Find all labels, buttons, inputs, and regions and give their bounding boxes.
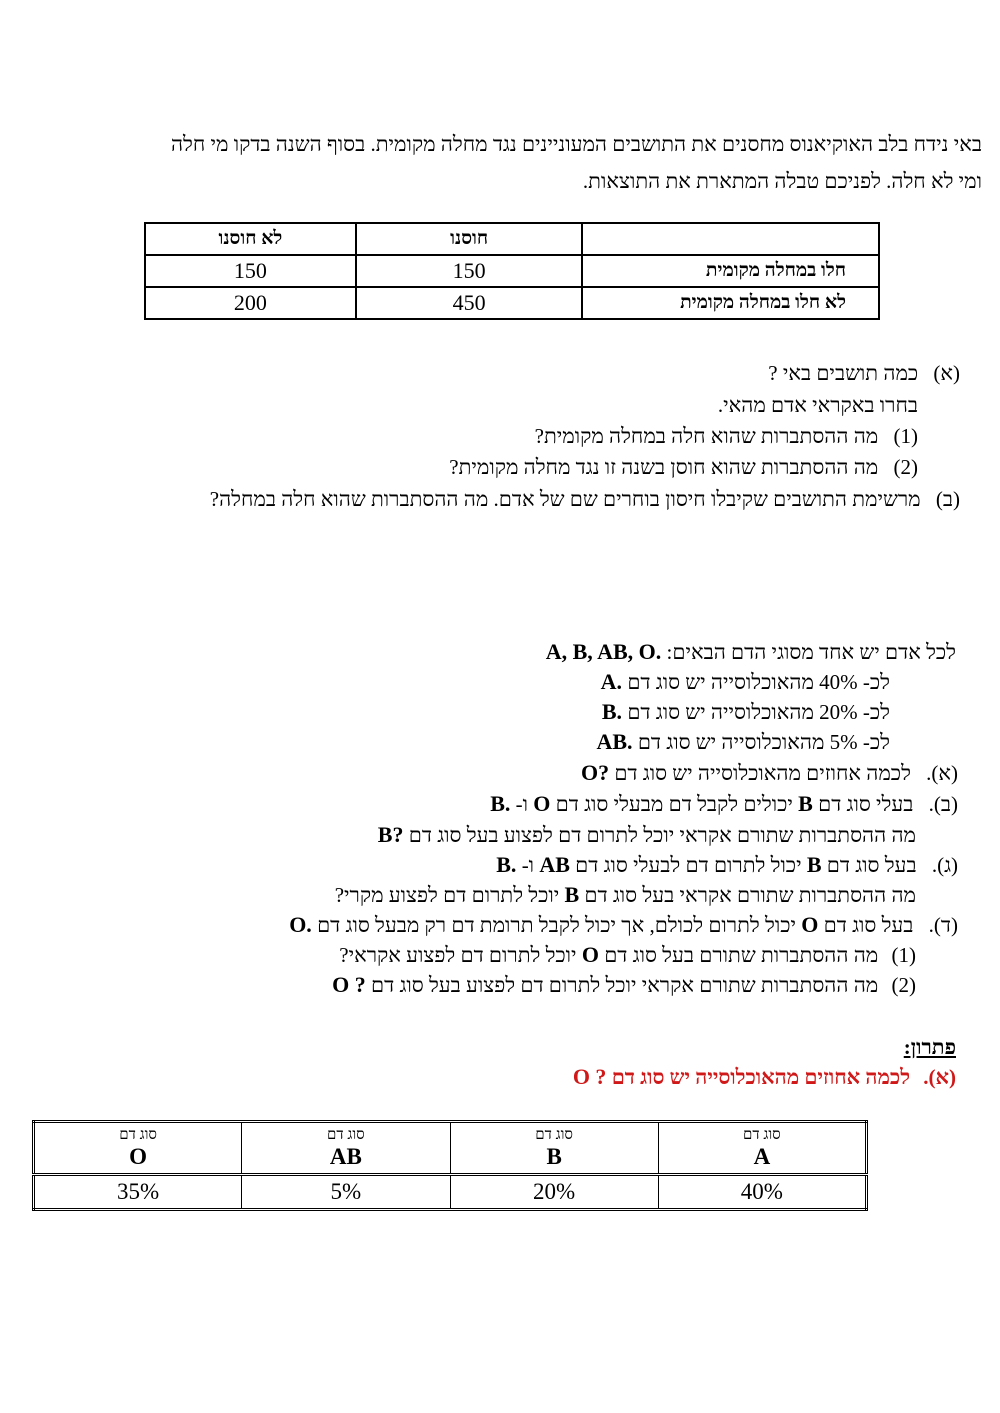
- q2-b-text: ו-: [515, 792, 528, 816]
- q2-b-type: B.: [490, 791, 511, 816]
- q2-line-prefix: לכ-: [862, 700, 890, 724]
- q2-line-text: מהאוכלוסייה יש סוג דם: [627, 700, 814, 724]
- blood-type-label: B: [546, 1144, 562, 1169]
- blood-type-column-ab: [242, 1122, 450, 1175]
- q2-line-text: מהאוכלוסייה יש סוג דם: [627, 670, 814, 694]
- q2-b-marker: (ב).: [928, 792, 958, 816]
- cell-not-sick-not-vaccinated: 200: [145, 287, 356, 319]
- q2-b-text: בעלי סוג דם: [818, 792, 914, 816]
- q1-a-sub: בחרו באקראי אדם מהאי.: [717, 393, 918, 417]
- q1-a: [768, 358, 960, 388]
- table-row: [145, 255, 879, 287]
- q2-c-type: AB: [539, 852, 570, 877]
- q1-a2-text: מה ההסתברות שהוא חוסן בשנה זו נגד מחלה מקומית?: [449, 455, 879, 479]
- table-header-vaccinated: חוסנו: [356, 223, 583, 255]
- q2-c-type: B.: [496, 852, 517, 877]
- table-header-row: [145, 223, 879, 255]
- q2-d: [289, 910, 958, 940]
- q1-a2: [449, 452, 918, 482]
- cell-sick-vaccinated: 150: [356, 255, 583, 287]
- table-row: [34, 1175, 867, 1210]
- q1-a-marker: (א): [933, 361, 960, 385]
- q2-c-marker: (ג).: [931, 853, 958, 877]
- solution-question-marker: (א).: [923, 1065, 956, 1089]
- q2-c-text: בעל סוג דם: [826, 853, 917, 877]
- q2-c-sub-text: יוכל לתרום דם לפצוע מקרי?: [334, 883, 560, 907]
- intro-line-1: באי נידח בלב האוקיאנוס מחסנים את התושבים המעוניינים נגד מחלה מקומית. בסוף השנה בדקו מי חלה: [170, 132, 982, 156]
- q1-b: [210, 484, 960, 514]
- q2-d1-text: מה ההסתברות שתורם בעל סוג דם: [604, 943, 879, 967]
- table-row: [34, 1122, 867, 1175]
- q2-c: [496, 850, 958, 880]
- q2-b-type: O: [533, 791, 551, 816]
- q2-c-type: B: [806, 852, 822, 877]
- intro-paragraph: [7, 126, 982, 200]
- blood-type-percent-a: 40%: [658, 1175, 866, 1210]
- q2-c-text: ו-: [521, 853, 535, 877]
- q2-d1-text: יוכל לתרום דם לפצוע אקראי?: [339, 943, 577, 967]
- q1-a1-text: מה ההסתברות שהוא חלה במחלה מקומית?: [534, 424, 879, 448]
- q2-d-marker: (ד).: [928, 913, 958, 937]
- row-label-sick: חלו במחלה מקומית: [582, 255, 879, 287]
- blood-type-percent-b: 20%: [450, 1175, 658, 1210]
- q2-line-percent: 5%: [829, 730, 858, 754]
- q2-line-text: מהאוכלוסייה יש סוג דם: [637, 730, 825, 754]
- blood-type-caption: סוג דם: [535, 1127, 573, 1143]
- q2-intro-types: A, B, AB, O.: [545, 639, 662, 664]
- q2-d-type: O: [801, 912, 819, 937]
- q2-line-ab: [597, 727, 891, 757]
- blood-type-label: AB: [329, 1144, 362, 1169]
- solution-question-text: לכמה אחוזים מהאוכלוסייה יש סוג דם: [611, 1065, 911, 1089]
- q2-a: [581, 758, 958, 788]
- q2-b: [490, 789, 958, 819]
- blood-type-caption: סוג דם: [327, 1127, 365, 1143]
- q2-d1-type: O: [581, 942, 599, 967]
- q1-b-text: מרשימת התושבים שקיבלו חיסון בוחרים שם של אדם. מה ההסתברות שהוא חלה במחלה?: [209, 487, 921, 511]
- blood-type-caption: סוג דם: [119, 1127, 157, 1143]
- q1-b-marker: (ב): [935, 487, 960, 511]
- blood-type-label: A: [753, 1144, 771, 1169]
- vaccination-table: [144, 222, 880, 320]
- q2-a-marker: (א).: [926, 761, 958, 785]
- q2-line-percent: 40%: [819, 670, 858, 694]
- q2-d1-marker: (1): [891, 943, 916, 967]
- table-header-not-vaccinated: לא חוסנו: [145, 223, 356, 255]
- blood-type-caption: סוג דם: [743, 1127, 781, 1143]
- row-label-not-sick: לא חלו במחלה מקומית: [582, 287, 879, 319]
- intro-line-2: ומי לא חלה. לפניכם טבלה המתארת את התוצאות.: [582, 169, 982, 193]
- q2-d2-marker: (2): [891, 973, 916, 997]
- solution-question: [573, 1062, 956, 1092]
- q2-c-sub: [335, 880, 916, 910]
- q2-b-text: יכולים לקבל דם מבעלי סוג דם: [555, 792, 793, 816]
- cell-sick-not-vaccinated: 150: [145, 255, 356, 287]
- q2-b-type: B: [798, 791, 813, 816]
- blood-type-percent-ab: 5%: [242, 1175, 450, 1210]
- solution-label: פתרון:: [903, 1035, 956, 1059]
- q2-line-type: B.: [601, 699, 623, 724]
- blood-type-percent-o: 35%: [34, 1175, 242, 1210]
- q2-line-b: [602, 697, 890, 727]
- blood-type-column-b: [450, 1122, 658, 1175]
- q2-d-text: בעל סוג דם: [823, 913, 914, 937]
- q2-intro: [546, 637, 956, 667]
- q2-line-prefix: לכ-: [862, 730, 890, 754]
- q2-line-prefix: לכ-: [862, 670, 890, 694]
- q1-a-text: כמה תושבים באי ?: [768, 361, 919, 385]
- q2-b-sub-type: B?: [377, 822, 404, 847]
- solution-question-type: O ?: [572, 1064, 607, 1089]
- q2-a-type: O?: [580, 760, 610, 785]
- q1-a1: [535, 421, 918, 451]
- q2-b-sub-text: מה ההסתברות שתורם אקראי יוכל לתרום דם לפצוע בעל סוג דם: [408, 823, 916, 847]
- q2-line-type: AB.: [596, 729, 633, 754]
- q2-c-sub-text: מה ההסתברות שתורם אקראי בעל סוג דם: [584, 883, 916, 907]
- q2-d2: [332, 970, 916, 1000]
- q2-d2-type: O ?: [332, 972, 366, 997]
- q2-d2-text: מה ההסתברות שתורם אקראי יוכל לתרום דם לפצוע בעל סוג דם: [370, 973, 879, 997]
- q2-line-a: [601, 667, 890, 697]
- table-header-empty: [582, 223, 879, 255]
- blood-type-column-a: [658, 1122, 866, 1175]
- q2-d-text: יכול לתרום לכולם, אך יכול לקבל תרומת דם רק מבעל סוג דם: [317, 913, 796, 937]
- q2-line-percent: 20%: [819, 700, 858, 724]
- q2-a-text: לכמה אחוזים מהאוכלוסייה יש סוג דם: [614, 761, 911, 785]
- blood-type-column-o: [34, 1122, 242, 1175]
- q2-line-type: A.: [600, 669, 623, 694]
- q2-c-text: יכול לתרום דם לבעלי סוג דם: [575, 853, 802, 877]
- q2-d1: [339, 940, 916, 970]
- q1-a2-marker: (2): [893, 455, 918, 479]
- table-row: [145, 287, 879, 319]
- q2-c-sub-type: B: [564, 882, 580, 907]
- q1-a1-marker: (1): [893, 424, 918, 448]
- q2-b-sub: [378, 820, 916, 850]
- blood-type-table: [32, 1120, 868, 1211]
- cell-not-sick-vaccinated: 450: [356, 287, 583, 319]
- q2-intro-text: לכל אדם יש אחד מסוגי הדם הבאים:: [666, 640, 956, 664]
- blood-type-label: O: [129, 1144, 148, 1169]
- q2-d-type: O.: [289, 912, 312, 937]
